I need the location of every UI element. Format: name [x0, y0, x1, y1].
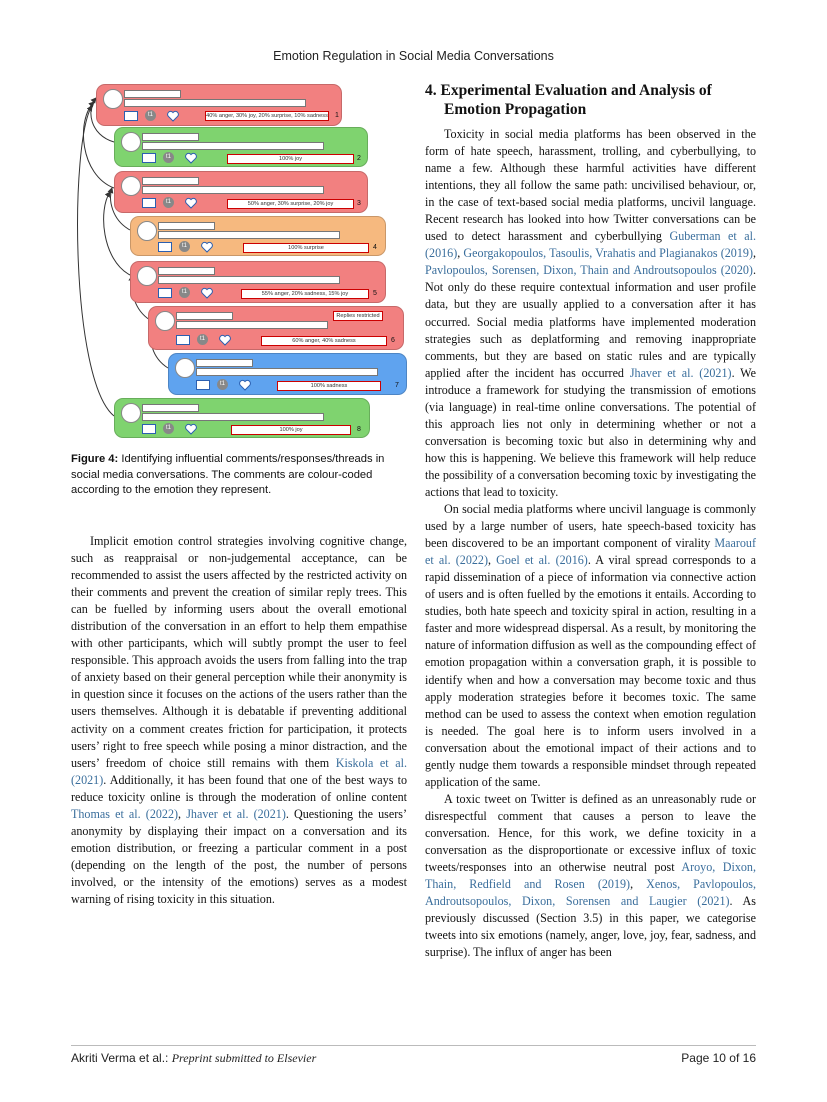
citation-link[interactable]: Jhaver et al. (2021) [186, 806, 286, 821]
replies-restricted-label: Replies restricted [333, 311, 383, 321]
text-line [158, 231, 340, 239]
emotion-label: 60% anger, 40% sadness [261, 336, 387, 346]
reply-icon [158, 242, 172, 252]
text-line [196, 359, 253, 367]
heart-icon [239, 379, 251, 391]
heart-icon [201, 287, 213, 299]
avatar [137, 221, 157, 241]
figure-caption [71, 452, 407, 499]
text-line [124, 99, 306, 107]
reply-icon [142, 198, 156, 208]
caption-text: Identifying influential comments/responses/threads in social media conversations. The comments are colour-coded according to the emotion they represent. [71, 453, 385, 496]
retweet-icon: t1 [163, 152, 174, 163]
text-line [176, 321, 328, 329]
figure-4 [72, 80, 407, 440]
citation-link[interactable]: Xenos, Pavlopoulos, Androutsopoulos, Dixon, Sorensen and Laugier (2021) [425, 877, 756, 909]
text-line [158, 222, 215, 230]
citation-link[interactable]: Pavlopoulos, Sorensen, Dixon, Thain and Androutsopoulos (2020) [425, 263, 753, 278]
heart-icon [201, 241, 213, 253]
text-line [176, 312, 233, 320]
text-line [142, 133, 199, 141]
comment-card-6 [148, 306, 404, 350]
emotion-label: 55% anger, 20% sadness, 15% joy [241, 289, 369, 299]
heart-icon [185, 423, 197, 435]
text: Toxicity in social media platforms has been observed in the form of hate speech, harassment, trolling, and cyberbullying, to name a few. Although these harmful activities have different intentions, they all follow the same path: uncivilised behaviour, or, in the case of text-based social media platforms, uncivil language. Recent research has looked into how Twitter conversations can be used to detect harassment and cyberbullying [425, 127, 756, 244]
text: Implicit emotion control strategies involving cognitive change, such as reappraisal or non-judgemental acceptance, can be recommended to assist the users affected by the restricted activity on their comments and prevent the creation of similar reply trees. This can be fuelled by informing users about the overall emotional distribution of the conversation in an effort to help them empathise with other participants, which will subtly prompt the user to feel responsible. This approach avoids the users from falling into the trap of anxiety based on their general perception while their anonymity is in question since it focuses on the actions of the users rather than the users themselves. Although it is debatable if preventing additional activity on a comment creates friction for participation, it protects users’ right to free speech while posing a minor distraction, and the users’ freedom of choice still remains with them [71, 534, 407, 770]
text-line [142, 413, 324, 421]
text-line [124, 90, 181, 98]
card-index: 2 [357, 155, 361, 162]
heart-icon [219, 334, 231, 346]
section-heading: 4. Experimental Evaluation and Analysis of Emotion Propagation [425, 82, 712, 118]
avatar [137, 266, 157, 286]
card-index: 1 [335, 112, 339, 119]
citation-link[interactable]: Kiskola et al. (2021) [71, 755, 407, 787]
retweet-icon: t1 [179, 241, 190, 252]
text-line [158, 267, 215, 275]
reply-icon [158, 288, 172, 298]
text: , [457, 246, 464, 261]
text: . Additionally, it has been found that one of the best ways to reduce toxicity online is through the moderation of online content [71, 772, 407, 804]
heart-icon [185, 152, 197, 164]
citation-link[interactable]: Jhaver et al. (2021) [629, 365, 732, 380]
comment-card-5 [130, 261, 386, 303]
card-index: 4 [373, 244, 377, 251]
text: On social media platforms where uncivil language is commonly used by a large number of users, hate speech-based toxicity has been discovered to be an important component of virality [425, 502, 756, 551]
heart-icon [185, 197, 197, 209]
avatar [155, 311, 175, 331]
comment-card-7 [168, 353, 407, 395]
emotion-label: 100% surprise [243, 243, 369, 253]
citation-link[interactable]: Guberman et al. (2016) [425, 229, 757, 261]
citation-link[interactable]: Georgakopoulos, Tasoulis, Vrahatis and Plagianakos (2019) [463, 246, 753, 261]
text: . Not only do these require contextual information and user profile data, but they are usually applied to a conversation after it has occurred. Social media platforms have implemented moderation strategies such as deplatforming and removing inappropriate comments, but they are based on static rules and are typically applied after the incident has occurred [425, 263, 756, 380]
avatar [175, 358, 195, 378]
text: , [178, 806, 187, 821]
retweet-icon: t1 [145, 110, 156, 121]
card-index: 6 [391, 337, 395, 344]
emotion-label: 100% sadness [277, 381, 381, 391]
page-number: Page 10 of 16 [681, 1051, 756, 1065]
footer-divider [71, 1045, 756, 1046]
emotion-label: 40% anger, 30% joy, 20% surprise, 10% sadness [206, 113, 328, 119]
citation-link[interactable]: Maarouf et al. (2022) [425, 536, 756, 568]
heart-icon [167, 110, 179, 122]
card-index: 5 [373, 290, 377, 297]
running-head: Emotion Regulation in Social Media Conversations [273, 49, 554, 63]
right-column [425, 81, 756, 961]
venue: Preprint submitted to Elsevier [171, 1051, 317, 1065]
comment-card-8 [114, 398, 370, 438]
text: . As previously discussed (Section 3.5) in this paper, we categorise tweets into six emotions (namely, anger, love, joy, fear, sadness, and surprise). The influx of anger has been [425, 894, 757, 960]
comment-card-2 [114, 127, 368, 167]
emotion-label: 100% joy [227, 154, 354, 164]
retweet-icon: t1 [197, 334, 208, 345]
text-line [142, 404, 199, 412]
emotion-label: 50% anger, 30% surprise, 20% joy [227, 199, 354, 209]
comment-card-4 [130, 216, 386, 256]
text: A toxic tweet on Twitter is defined as an unreasonably rude or disrespectful comment that causes a person to leave the conversation. Hence, for this work, we define toxicity in a conversation as the disproportionate or excessive influx of toxic tweets/responses into an otherwise neutral post [425, 791, 756, 875]
comment-card-1 [96, 84, 342, 126]
avatar [103, 89, 123, 109]
separator: : [165, 1051, 172, 1065]
paragraph [425, 501, 756, 791]
text: . Questioning the users’ anonymity by displaying their impact on a conversation and its emotion distribution, or freezing a particular comment in a post (depending on the length of the post, the number of persons involved, or the intensity of the emotions) serves as a modest warning of rising toxicity in this situation. [71, 806, 408, 906]
citation-link[interactable]: Aroyo, Dixon, Thain, Redfield and Rosen (2019) [425, 860, 757, 892]
text-line [158, 276, 340, 284]
reply-icon [142, 153, 156, 163]
citation-link[interactable]: Thomas et al. (2022) [71, 806, 179, 821]
text-line [142, 177, 199, 185]
authors: Akriti Verma et al. [71, 1051, 166, 1065]
avatar [121, 132, 141, 152]
retweet-icon: t1 [217, 379, 228, 390]
text-line [196, 368, 378, 376]
text: . A viral spread corresponds to a rapid dissemination of a piece of information via connective action of users and is often fuelled by the emotions it entails. According to studies, both hate speech and toxicity spiral in action, resulting in a faster and more widespread dispersal. As a result, by monitoring the nature of information diffusion as well as the compounding effect of emotion propagation within a conversation graph, it is possible to identify when and how a conversation may become toxic and thus apply moderation strategies before it becomes toxic. The same method can be used to assess the context when emotion regulation is needed. The goal here is to inform users involved in a conversation about the emotional impact of their actions and to gently nudge them towards a responsible mindset through repeated application of the same. [425, 553, 756, 789]
text-line [142, 186, 324, 194]
card-index: 3 [357, 200, 361, 207]
paragraph [425, 126, 756, 501]
card-index: 8 [357, 426, 361, 433]
avatar [121, 403, 141, 423]
text: , [752, 246, 756, 261]
left-column [71, 533, 407, 908]
reply-icon [142, 424, 156, 434]
text-line [142, 142, 324, 150]
text: , [630, 877, 647, 892]
reply-icon [124, 111, 138, 121]
citation-link[interactable]: Goel et al. (2016) [496, 553, 588, 568]
comment-card-3 [114, 171, 368, 213]
reply-icon [176, 335, 190, 345]
paragraph [425, 791, 756, 961]
retweet-icon: t1 [163, 423, 174, 434]
paragraph [71, 533, 407, 908]
retweet-icon: t1 [163, 197, 174, 208]
emotion-label: 100% joy [231, 425, 351, 435]
footer-authors [71, 1051, 316, 1066]
reply-icon [196, 380, 210, 390]
arrow-8-to-1 [78, 106, 114, 416]
text: , [488, 553, 497, 568]
card-index: 7 [395, 382, 399, 389]
text: . We introduce a framework for studying the transmission of emotions (via language) in real-time online conversations. The potential of this approach lies not only in determining whether or not a conversation is becoming toxic but also in determining why and how this is happening. We believe this framework will help reduce the possibility of a conversation becoming toxic by investigating the actions that lead to toxicity. [425, 365, 756, 499]
retweet-icon: t1 [179, 287, 190, 298]
avatar [121, 176, 141, 196]
caption-label: Figure 4: [71, 453, 119, 465]
